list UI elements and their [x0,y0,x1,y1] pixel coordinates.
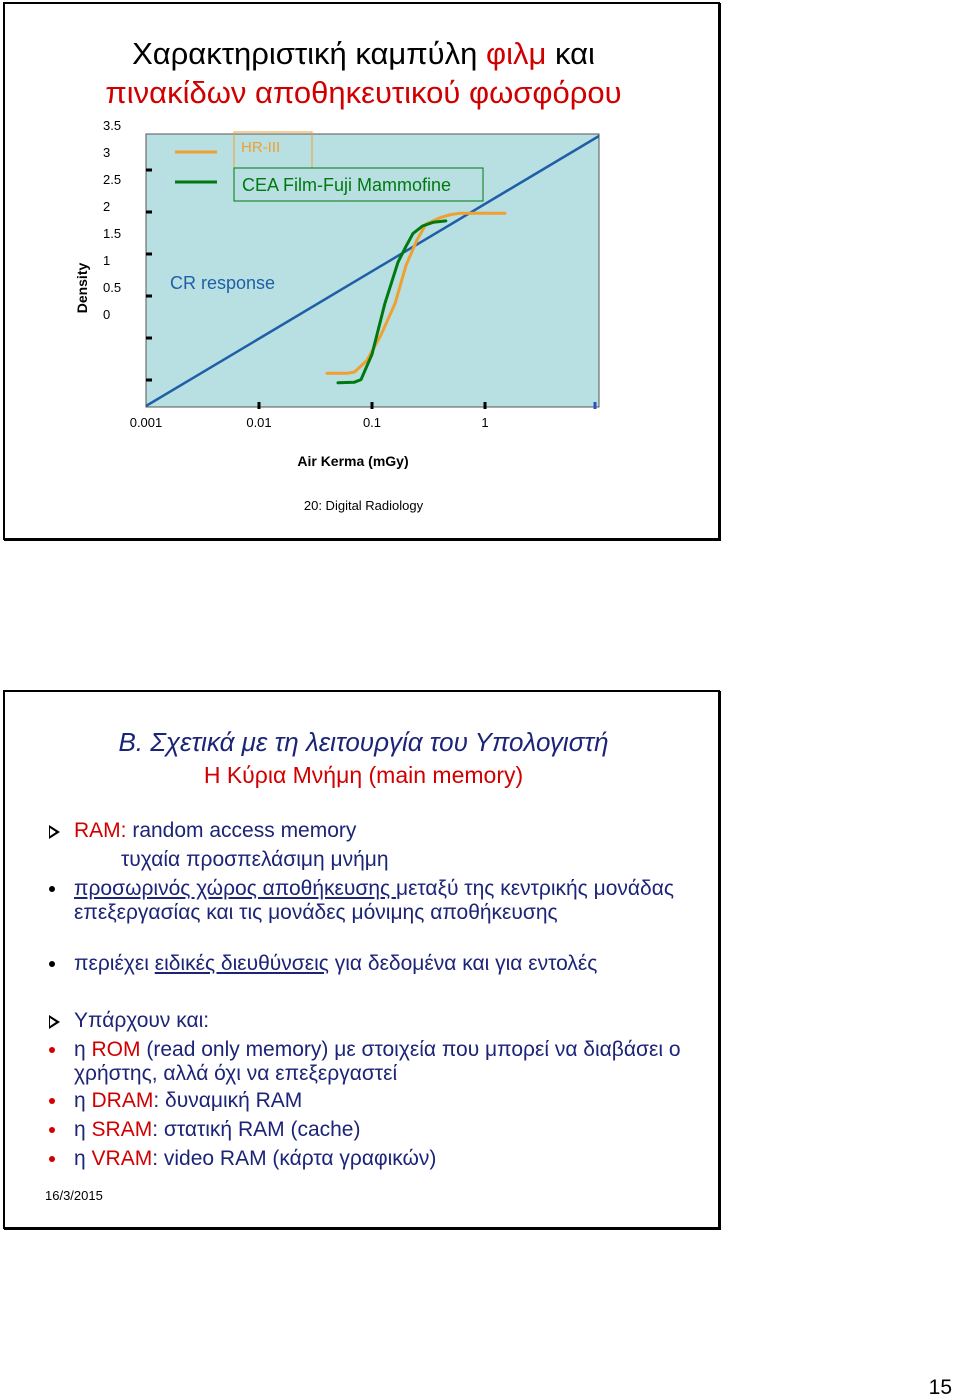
cr-response-annotation: CR response [170,273,276,293]
vram-a: η [74,1147,92,1170]
title-part-film: φιλμ [485,36,547,71]
slide1-footer: 20: Digital Radiology [303,498,424,513]
also-text: Υπάρχουν και: [74,1009,210,1032]
vram-b: : video RAM (κάρτα γραφικών) [152,1147,437,1170]
dram-a: η [74,1089,92,1112]
x-tick-label: 0.1 [362,415,382,430]
vram-label: VRAM [91,1147,153,1170]
y-axis-label: Density [74,262,90,314]
arrow-bullet-icon [49,1015,60,1029]
y-tick-label: 1.5 [103,226,122,241]
y-tick-label: 0.5 [103,280,122,295]
sram-a: η [74,1118,92,1141]
slide-characteristic-curve [3,2,720,540]
chart-area [5,4,722,542]
y-tick-label: 0 [103,307,111,322]
dram-b: : δυναμική RAM [153,1089,303,1112]
ram-text: random access memory [126,819,357,842]
slide-date: 16/3/2015 [45,1188,103,1203]
slide2-subtitle: Η Κύρια Μνήμη (main memory) [203,762,524,788]
bullet-dot-icon [49,1127,55,1133]
rom-b: (read only memory) με στοιχεία που μπορεί να διαβάσει ο χρήστης, αλλά όχι να επεξεργαστεί [74,1038,681,1085]
temp-storage-rest: μεταξύ της κεντρικής μονάδας επεξεργασίας και τις μονάδες μόνιμης αποθήκευσης [74,877,674,924]
addresses-b: για δεδομένα και για εντολές [328,952,598,975]
rom-a: η [74,1038,92,1061]
bullet-dot-icon [49,1047,55,1053]
temp-storage-underlined: προσωρινός χώρος αποθήκευσης [74,877,396,900]
characteristic-curve-chart [5,4,722,542]
addresses-a: περιέχει [74,952,155,975]
slide2-title: Β. Σχετικά με τη λειτουργία του Υπολογιστή [118,727,609,757]
y-tick-label: 3.5 [103,118,122,133]
bullet-dot-icon [49,1156,55,1162]
x-tick-label: 1 [481,415,489,430]
bullet-dot-icon [49,1098,55,1104]
ram-label: RAM: [74,819,127,842]
y-tick-label: 1 [103,253,111,268]
sram-b: : στατική RAM (cache) [152,1118,361,1141]
ram-greek: τυχαία προσπελάσιμη μνήμη [121,848,389,871]
page-number: 15 [928,1376,952,1399]
bullet-dot-icon [49,961,55,967]
rom-label: ROM [91,1038,141,1061]
y-tick-label: 2.5 [103,172,122,187]
sram-label: SRAM [91,1118,153,1141]
dram-label: DRAM [91,1089,154,1112]
y-tick-label: 2 [103,199,111,214]
arrow-bullet-icon [49,825,60,839]
title-part-and: και [554,36,595,71]
x-tick-label: 0.01 [246,415,272,430]
slide-main-memory [3,690,720,1229]
legend-hr3-label: HR-III [241,139,281,156]
y-tick-label: 3 [103,145,111,160]
title-part-a: Χαρακτηριστική καμπύλη [132,36,478,71]
legend-cea-label: CEA Film-Fuji Mammofine [242,175,452,195]
title-line2: πινακίδων αποθηκευτικού φωσφόρου [105,75,622,110]
x-axis-label: Air Kerma (mGy) [297,453,409,469]
bullet-dot-icon [49,886,55,892]
addresses-underlined: ειδικές διευθύνσεις [154,952,329,975]
x-tick-label: 0.001 [129,415,163,430]
